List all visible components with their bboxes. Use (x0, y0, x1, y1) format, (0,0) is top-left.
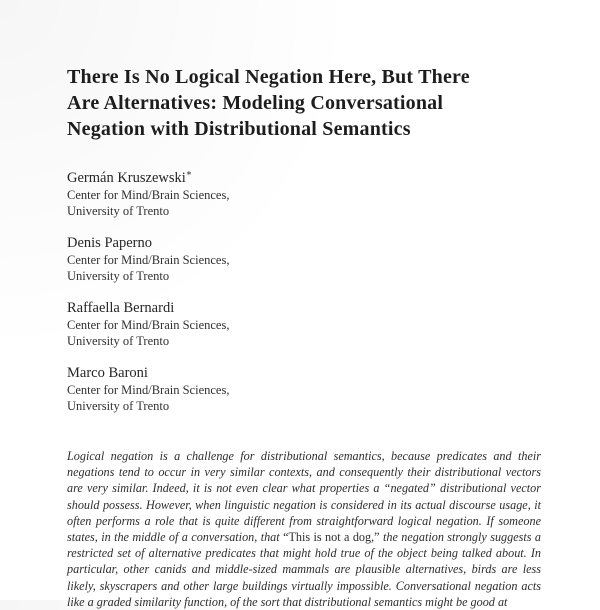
paper-title-line: Are Alternatives: Modeling Conversational (67, 92, 444, 114)
author-block (67, 234, 540, 284)
author-name-text: Raffaella Bernardi (67, 300, 175, 316)
author-name-text: Marco Baroni (67, 365, 148, 381)
author-block (67, 169, 540, 219)
paper-title-line: There Is No Logical Negation Here, But There (67, 66, 470, 88)
author-affiliation: Center for Mind/Brain Sciences, (67, 318, 230, 332)
author-affiliation: University of Trento (67, 268, 170, 283)
author-footnote-mark: ∗ (185, 168, 192, 179)
abstract-paragraph: Logical negation is a challenge for distributional semantics, because predicates and their negations tend to occur in very similar contexts, and consequently their distributional vectors are very similar. Indeed, it is not even clear what properties a “negated” distributional vector should possess. However, when linguistic negation is considered in its actual discourse usage, it often performs a role that is quite different from straightforward logical negation. If someone states, in the middle of a conversation, that “This is not a dog,” the negation strongly suggests a restricted set of alternative predicates that might hold true of the object being talked about. In particular, other canids and middle-sized mammals are plausible alternatives, birds are less likely, skyscrapers and other large buildings virtually impossible. Conversational negation acts like a graded similarity function, of the sort that distributional semantics might be good at (67, 449, 541, 609)
author-list (67, 169, 540, 429)
author-affiliation: University of Trento (67, 333, 170, 348)
author-name (67, 169, 540, 188)
author-affiliation: Center for Mind/Brain Sciences, (67, 188, 230, 202)
author-block (67, 299, 540, 349)
author-name-text: Denis Paperno (67, 235, 152, 251)
author-affiliation: Center for Mind/Brain Sciences, (67, 383, 230, 397)
paper-title (67, 64, 540, 142)
author-block (67, 364, 540, 414)
author-name (67, 364, 540, 383)
author-affiliation: University of Trento (67, 203, 170, 218)
author-affiliation: University of Trento (67, 398, 170, 413)
author-name (67, 234, 540, 253)
author-name-text: Germán Kruszewski (67, 170, 186, 186)
paper-title-line: Negation with Distributional Semantics (67, 118, 411, 140)
author-affiliation: Center for Mind/Brain Sciences, (67, 253, 230, 267)
author-name (67, 299, 540, 318)
